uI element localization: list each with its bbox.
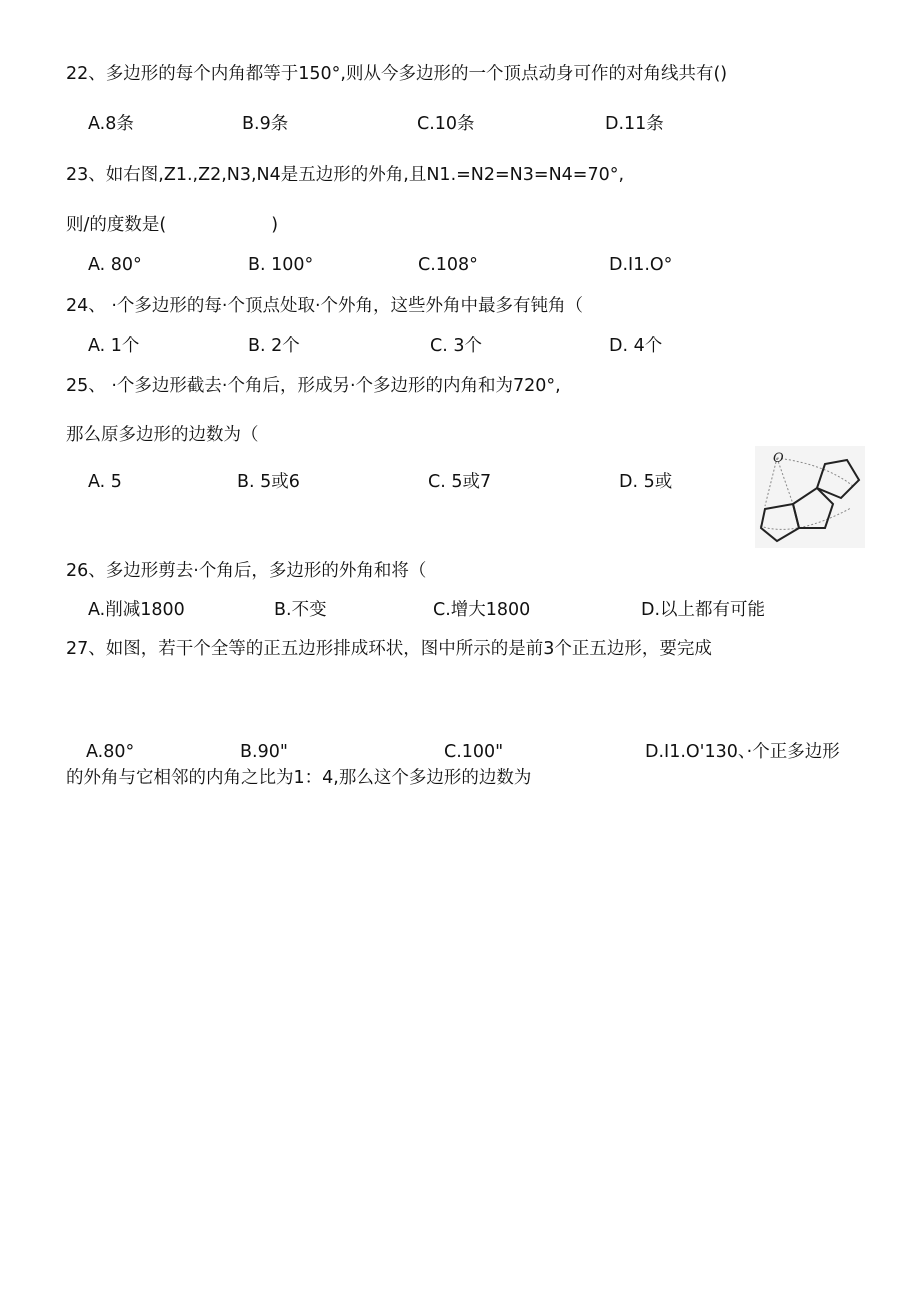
q26-option-c: C.增大1800 — [433, 600, 531, 620]
pentagon-ring-svg — [755, 446, 865, 548]
q25-option-a: A. 5 — [88, 472, 122, 492]
question-25-stem: 25、 ·个多边形截去·个角后，形成另·个多边形的内角和为720°, — [66, 376, 561, 396]
question-24-stem: 24、 ·个多边形的每·个顶点处取·个外角，这些外角中最多有钝角（ — [66, 296, 584, 316]
question-26-stem: 26、多边形剪去·个角后，多边形的外角和将（ — [66, 561, 427, 581]
question-23-stem-line2: 则/的度数是( ) — [66, 215, 279, 235]
q25-option-c: C. 5或7 — [428, 472, 492, 492]
q26-option-a: A.削减1800 — [88, 600, 185, 620]
q24-option-b: B. 2个 — [248, 336, 300, 356]
question-22-stem: 22、多边形的每个内角都等于150°,则从今多边形的一个顶点动身可作的对角线共有() — [66, 64, 728, 84]
q23-option-a: A. 80° — [88, 255, 142, 275]
question-27-continuation: 的外角与它相邻的内角之比为1：4,那么这个多边形的边数为 — [66, 768, 532, 788]
q23-option-b: B. 100° — [248, 255, 314, 275]
question-27-stem: 27、如图，若干个全等的正五边形排成环状，图中所示的是前3个正五边形，要完成 — [66, 639, 712, 659]
q27-option-d: D.I1.O'130、·个正多边形 — [645, 742, 840, 762]
q23-option-d: D.I1.O° — [609, 255, 673, 275]
q25-option-d: D. 5或 — [619, 472, 673, 492]
q26-option-d: D.以上都有可能 — [641, 600, 766, 620]
q22-option-b: B.9条 — [242, 114, 289, 134]
pentagon-ring-figure — [755, 446, 865, 548]
question-23-stem: 23、如右图,Z1.,Z2,N3,N4是五边形的外角,且N1.=N2=N3=N4=70°, — [66, 165, 625, 185]
q24-option-c: C. 3个 — [430, 336, 482, 356]
q22-option-d: D.11条 — [605, 114, 664, 134]
q22-option-c: C.10条 — [417, 114, 475, 134]
q27-option-b: B.90" — [240, 742, 288, 762]
q24-option-a: A. 1个 — [88, 336, 140, 356]
q27-option-c: C.100" — [444, 742, 504, 762]
q27-option-a: A.80° — [86, 742, 135, 762]
q22-option-a: A.8条 — [88, 114, 134, 134]
q26-option-b: B.不变 — [274, 600, 327, 620]
q25-option-b: B. 5或6 — [237, 472, 300, 492]
q24-option-d: D. 4个 — [609, 336, 663, 356]
question-25-stem-line2: 那么原多边形的边数为（ — [66, 425, 259, 445]
figure-label-o: O — [773, 451, 784, 466]
q23-option-c: C.108° — [418, 255, 478, 275]
